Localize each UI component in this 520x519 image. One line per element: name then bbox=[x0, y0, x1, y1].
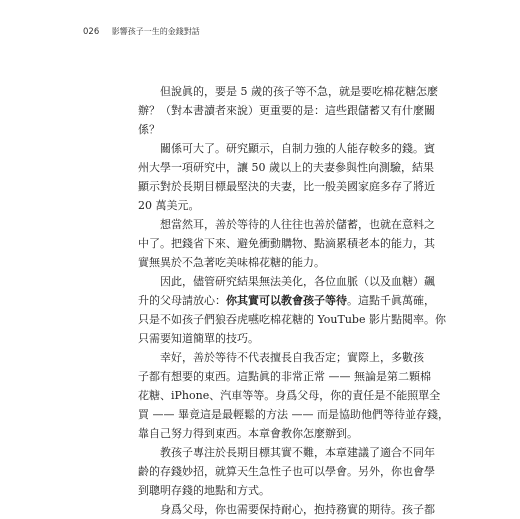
text-run: 齡的存錢妙招，就算天生急性子也可以學會。另外，你也會學 bbox=[138, 465, 435, 478]
running-title: 影響孩子一生的金錢對話 bbox=[111, 27, 200, 36]
text-line bbox=[138, 424, 382, 443]
text-run: 教孩子專注於長期目標其實不難，本章建議了適合不同年 bbox=[160, 446, 435, 459]
text-run: 。這點千眞萬確， bbox=[347, 294, 435, 307]
text-run: 中了。把錢省下來、避免衝動購物、點滴累積老本的能力，其 bbox=[138, 237, 435, 250]
text-line bbox=[138, 291, 435, 310]
text-run: 州大學一項研究中，讓 50 歲以上的夫妻參與性向測驗，結果 bbox=[138, 161, 434, 174]
text-run: 20 萬美元。 bbox=[138, 199, 200, 212]
text-line bbox=[138, 329, 382, 348]
text-run: 身爲父母，你也需要保持耐心，抱持務實的期待。孩子都 bbox=[160, 503, 435, 516]
text-run: 買 —— 畢竟這是最輕鬆的方法 —— 而是協助他們等待並存錢， bbox=[138, 408, 449, 421]
text-line bbox=[138, 367, 431, 386]
text-line bbox=[138, 462, 435, 481]
text-run: 子都有想要的東西。這點眞的非常正常 —— 無論是第二顆棉 bbox=[138, 370, 431, 383]
text-run: 係？ bbox=[138, 123, 160, 136]
text-run: 實無異於不急著吃美味棉花糖的能力。 bbox=[138, 256, 325, 269]
text-line bbox=[138, 215, 435, 234]
text-run: 但說眞的，要是 5 歲的孩子等不急，就是要吃棉花糖怎麼 bbox=[160, 85, 438, 98]
text-line bbox=[138, 310, 446, 329]
text-line bbox=[138, 234, 435, 253]
text-run: 辦？（對本書讀者來說）更重要的是：這些跟儲蓄又有什麼關 bbox=[138, 104, 435, 117]
text-line bbox=[138, 481, 382, 500]
text-run: 幸好，善於等待不代表擅長自我否定；實際上，多數孩 bbox=[160, 351, 424, 364]
text-run: 顯示對於長期目標最堅決的夫妻，比一般美國家庭多存了將近 bbox=[138, 180, 435, 193]
page-number: 026 bbox=[83, 27, 100, 37]
text-line bbox=[138, 101, 435, 120]
page-header bbox=[83, 26, 200, 38]
text-line bbox=[138, 82, 438, 101]
text-run: 只需要知道簡單的技巧。 bbox=[138, 332, 259, 345]
body-text bbox=[138, 82, 449, 519]
text-line bbox=[138, 120, 382, 139]
text-line bbox=[138, 500, 435, 519]
text-line bbox=[138, 139, 435, 158]
text-line bbox=[138, 272, 435, 291]
text-run: 關係可大了。研究顯示，自制力強的人能存較多的錢。賓 bbox=[160, 142, 435, 155]
text-run: 靠自己努力得到東西。本章會教你怎麼辦到。 bbox=[138, 427, 358, 440]
text-line bbox=[138, 386, 441, 405]
text-run: 想當然耳，善於等待的人往往也善於儲蓄，也就在意料之 bbox=[160, 218, 435, 231]
text-line bbox=[138, 405, 449, 424]
text-line bbox=[138, 196, 382, 215]
text-run: 到聰明存錢的地點和方式。 bbox=[138, 484, 270, 497]
text-run: 花糖、iPhone、汽車等等。身爲父母，你的責任是不能照單全 bbox=[138, 389, 441, 402]
text-line bbox=[138, 177, 435, 196]
text-line bbox=[138, 443, 435, 462]
bold-emphasis: 你其實可以教會孩子等待 bbox=[226, 294, 347, 307]
text-line bbox=[138, 253, 382, 272]
text-run: 因此，儘管研究結果無法美化，各位血脈（以及血糖）飆 bbox=[160, 275, 435, 288]
text-run: 升的父母請放心： bbox=[138, 294, 226, 307]
text-line bbox=[138, 158, 434, 177]
text-run: 只是不如孩子們狼吞虎嚥吃棉花糖的 YouTube 影片點閱率。你 bbox=[138, 313, 446, 326]
text-line bbox=[138, 348, 424, 367]
